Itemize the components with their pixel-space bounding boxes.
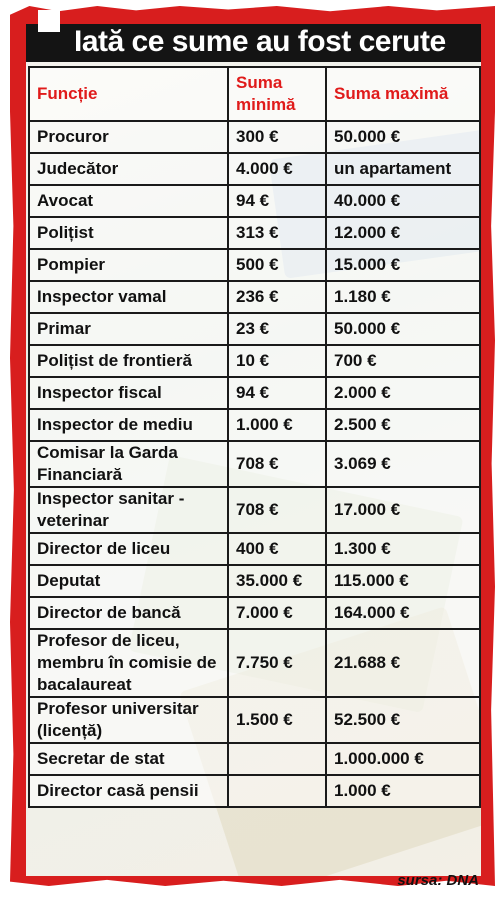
cell-suma-maxima: 17.000 €	[326, 487, 480, 533]
cell-suma-maxima: 2.500 €	[326, 409, 480, 441]
cell-suma-maxima: 15.000 €	[326, 249, 480, 281]
cell-suma-maxima: 52.500 €	[326, 697, 480, 743]
cell-suma-minima: 10 €	[228, 345, 326, 377]
table-row	[29, 697, 480, 743]
table-row	[29, 565, 480, 597]
cell-functie: Secretar de stat	[29, 743, 228, 775]
cell-suma-minima: 236 €	[228, 281, 326, 313]
cell-functie: Procuror	[29, 121, 228, 153]
cell-functie: Deputat	[29, 565, 228, 597]
table-row	[29, 217, 480, 249]
cell-suma-minima	[228, 775, 326, 807]
cell-suma-maxima: 115.000 €	[326, 565, 480, 597]
cell-suma-maxima: 164.000 €	[326, 597, 480, 629]
cell-suma-maxima: 21.688 €	[326, 629, 480, 697]
source-credit: sursa: DNA	[397, 872, 479, 889]
column-header-suma-minima: Suma minimă	[228, 67, 326, 121]
column-header-suma-maxima: Suma maximă	[326, 67, 480, 121]
cell-functie: Pompier	[29, 249, 228, 281]
cell-functie: Avocat	[29, 185, 228, 217]
cell-functie: Director de bancă	[29, 597, 228, 629]
page-title: Iată ce sume au fost cerute	[74, 25, 446, 58]
title-square-marker	[38, 10, 60, 32]
cell-functie: Primar	[29, 313, 228, 345]
cell-suma-minima: 400 €	[228, 533, 326, 565]
cell-suma-minima: 313 €	[228, 217, 326, 249]
cell-suma-minima: 7.750 €	[228, 629, 326, 697]
table-row	[29, 185, 480, 217]
table-row	[29, 377, 480, 409]
cell-functie: Profesor universitar (licență)	[29, 697, 228, 743]
cell-functie: Judecător	[29, 153, 228, 185]
cell-functie: Inspector fiscal	[29, 377, 228, 409]
cell-functie: Inspector de mediu	[29, 409, 228, 441]
cell-functie: Polițist de frontieră	[29, 345, 228, 377]
table-row	[29, 313, 480, 345]
table-header-row	[29, 67, 480, 121]
cell-suma-maxima: 2.000 €	[326, 377, 480, 409]
table-row	[29, 629, 480, 697]
table-row	[29, 281, 480, 313]
cell-functie: Director casă pensii	[29, 775, 228, 807]
cell-suma-maxima: 3.069 €	[326, 441, 480, 487]
cell-suma-maxima: 50.000 €	[326, 313, 480, 345]
cell-suma-maxima: 12.000 €	[326, 217, 480, 249]
cell-suma-maxima: 1.180 €	[326, 281, 480, 313]
table-row	[29, 121, 480, 153]
cell-suma-minima: 1.000 €	[228, 409, 326, 441]
cell-suma-minima: 300 €	[228, 121, 326, 153]
cell-suma-minima: 23 €	[228, 313, 326, 345]
cell-suma-minima: 500 €	[228, 249, 326, 281]
cell-suma-minima	[228, 743, 326, 775]
cell-suma-minima: 7.000 €	[228, 597, 326, 629]
cell-functie: Inspector vamal	[29, 281, 228, 313]
cell-functie: Inspector sanitar - veterinar	[29, 487, 228, 533]
cell-suma-maxima: 1.000 €	[326, 775, 480, 807]
cell-suma-maxima: 700 €	[326, 345, 480, 377]
cell-suma-maxima: 50.000 €	[326, 121, 480, 153]
cell-functie: Comisar la Garda Financiară	[29, 441, 228, 487]
cell-suma-maxima: 1.000.000 €	[326, 743, 480, 775]
table-row	[29, 409, 480, 441]
cell-suma-maxima: 1.300 €	[326, 533, 480, 565]
table-row	[29, 597, 480, 629]
cell-suma-maxima: 40.000 €	[326, 185, 480, 217]
cell-suma-minima: 94 €	[228, 377, 326, 409]
cell-functie: Profesor de liceu, membru în comisie de bacalaureat	[29, 629, 228, 697]
table-row	[29, 775, 480, 807]
cell-suma-minima: 35.000 €	[228, 565, 326, 597]
table-row	[29, 153, 480, 185]
cell-suma-minima: 708 €	[228, 441, 326, 487]
table-row	[29, 345, 480, 377]
table-row	[29, 441, 480, 487]
cell-functie: Director de liceu	[29, 533, 228, 565]
bribe-amounts-table	[28, 66, 481, 808]
cell-suma-minima: 1.500 €	[228, 697, 326, 743]
cell-suma-minima: 4.000 €	[228, 153, 326, 185]
cell-suma-minima: 708 €	[228, 487, 326, 533]
table-row	[29, 487, 480, 533]
table-row	[29, 249, 480, 281]
cell-functie: Polițist	[29, 217, 228, 249]
table-row	[29, 533, 480, 565]
table-row	[29, 743, 480, 775]
cell-suma-minima: 94 €	[228, 185, 326, 217]
column-header-functie: Funcție	[29, 67, 228, 121]
cell-suma-maxima: un apartament	[326, 153, 480, 185]
